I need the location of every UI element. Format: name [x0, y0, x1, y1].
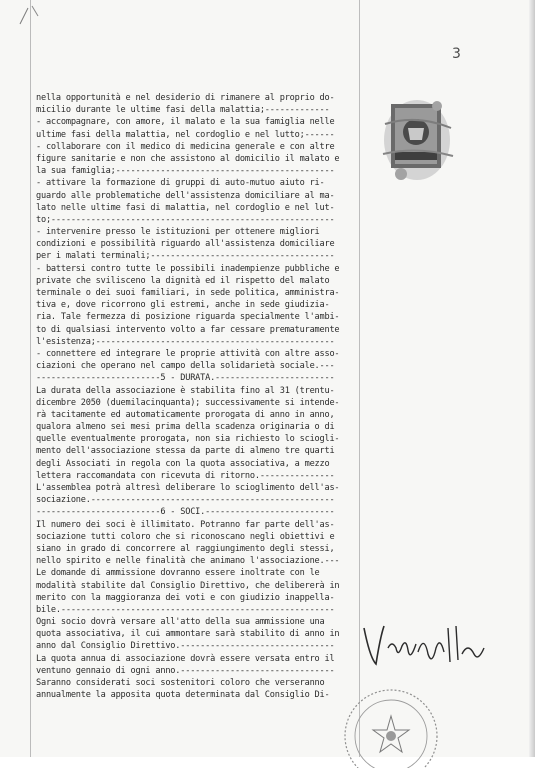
text-line: la sua famiglia;-------------------------------------------- — [36, 166, 335, 177]
text-line: - collaborare con il medico di medicina generale e con altre — [36, 141, 335, 152]
text-line: nella opportunità e nel desiderio di rimanere al proprio do- — [36, 93, 335, 103]
text-line: - connettere ed integrare le proprie attività con altre asso- — [36, 348, 340, 359]
text-line: - attivare la formazione di gruppi di auto-mutuo aiuto ri- — [36, 178, 325, 189]
page-edge-shadow — [529, 0, 535, 757]
text-line: private che svilisceno la dignità ed il rispetto del malato — [36, 275, 330, 286]
text-line: degli Associati in regola con la quota associativa, a mezzo — [36, 458, 330, 469]
page-number: 3 — [452, 46, 461, 62]
text-line: mento dell'associazione stessa da parte di almeno tre quarti — [36, 446, 335, 457]
corner-mark-icon — [18, 2, 58, 26]
text-line: quelle eventualmente prorogata, non sia richiesto lo sciogli- — [36, 434, 340, 445]
text-line: to di qualsiasi intervento volto a far cessare prematuramente — [36, 324, 340, 335]
text-line: La durata della associazione è stabilita fino al 31 (trentu- — [36, 385, 335, 396]
notary-seal-icon — [336, 678, 446, 768]
text-line: micilio durante le ultime fasi della malattia;------------- — [36, 105, 330, 116]
text-line: -------------------------5 - DURATA.------------------------ — [36, 373, 335, 384]
text-line: rà tacitamente ed automaticamente prorogata di anno in anno, — [36, 409, 335, 420]
text-line: lettera raccomandata con ricevuta di ritorno.--------------- — [36, 470, 335, 481]
text-line: per i malati terminali;------------------------------------- — [36, 251, 335, 262]
text-line: qualora almeno sei mesi prima della scadenza originaria o di — [36, 422, 335, 433]
text-line: ciazioni che operano nel campo della solidarietà sociale.--- — [36, 361, 335, 372]
text-line: nello spirito e nelle finalità che animano l'associazione.--- — [36, 556, 340, 567]
text-line: -------------------------6 - SOCI.-------------------------- — [36, 507, 335, 518]
text-line: terminale o dei suoi familiari, in sede politica, amministra- — [36, 288, 340, 298]
text-line: figure sanitarie e non che assistono al domicilio il malato e — [36, 153, 340, 164]
text-line: bile.------------------------------------------------------- — [36, 604, 335, 615]
text-line: L'assemblea potrà altresì deliberare lo scioglimento dell'as- — [36, 483, 340, 493]
text-line: sociazione tutti coloro che si riconoscano negli obiettivi e — [36, 531, 335, 542]
text-line: - battersi contro tutte le possibili inadempienze pubbliche e — [36, 263, 340, 274]
text-line: siano in grado di concorrere al raggiungimento degli stessi, — [36, 543, 335, 554]
text-line: Il numero dei soci è illimitato. Potranno far parte dell'as- — [36, 519, 335, 530]
revenue-stamp-icon — [381, 94, 455, 184]
text-line: ultime fasi della malattia, nel cordoglio e nel lutto;------ — [36, 129, 335, 140]
text-line: sociazione.------------------------------------------------- — [36, 495, 335, 506]
text-line: anno dal Consiglio Direttivo.------------------------------- — [36, 641, 335, 652]
text-line: Le domande di ammissione dovranno essere inoltrate con le — [36, 568, 320, 579]
left-margin-rule — [30, 0, 31, 757]
text-line: - intervenire presso le istituzioni per ottenere migliori — [36, 227, 320, 238]
text-line: condizioni e possibilità riguardo all'assistenza domiciliare — [36, 239, 335, 250]
text-line: guardo alle problematiche dell'assistenza domiciliare al ma- — [36, 190, 335, 201]
text-line: dicembre 2050 (duemilacinquanta); successivamente si intende- — [36, 397, 340, 408]
text-line: annualmente la apposita quota determinata dal Consiglio Di- — [36, 690, 330, 701]
text-line: tiva e, dove ricorrono gli estremi, anche in sede giudizia- — [36, 300, 330, 311]
text-line: quota associativa, il cui ammontare sarà stabilito di anno in — [36, 629, 340, 640]
text-line: ventuno gennaio di ogni anno.------------------------------- — [36, 665, 335, 676]
text-line: lato nelle ultime fasi di malattia, nel cordoglio e nel lut- — [36, 202, 335, 213]
document-body-text — [36, 92, 362, 701]
text-line: l'esistenza;------------------------------------------------ — [36, 336, 335, 347]
signature-icon — [358, 618, 508, 678]
text-line: Saranno considerati soci sostenitori coloro che verseranno — [36, 678, 325, 688]
text-line: merito con la maggioranza dei voti e con giudizio inappella- — [36, 592, 335, 603]
text-line: modalità stabilite dal Consiglio Direttivo, che delibererà in — [36, 580, 340, 591]
text-line: to;--------------------------------------------------------- — [36, 214, 335, 225]
text-line: ria. Tale fermezza di posizione riguarda specialmente l'ambi- — [36, 312, 340, 323]
text-line: Ogni socio dovrà versare all'atto della sua ammissione una — [36, 617, 325, 628]
text-line: La quota annua di associazione dovrà essere versata entro il — [36, 653, 335, 664]
text-line: - accompagnare, con amore, il malato e la sua famiglia nelle — [36, 117, 335, 128]
